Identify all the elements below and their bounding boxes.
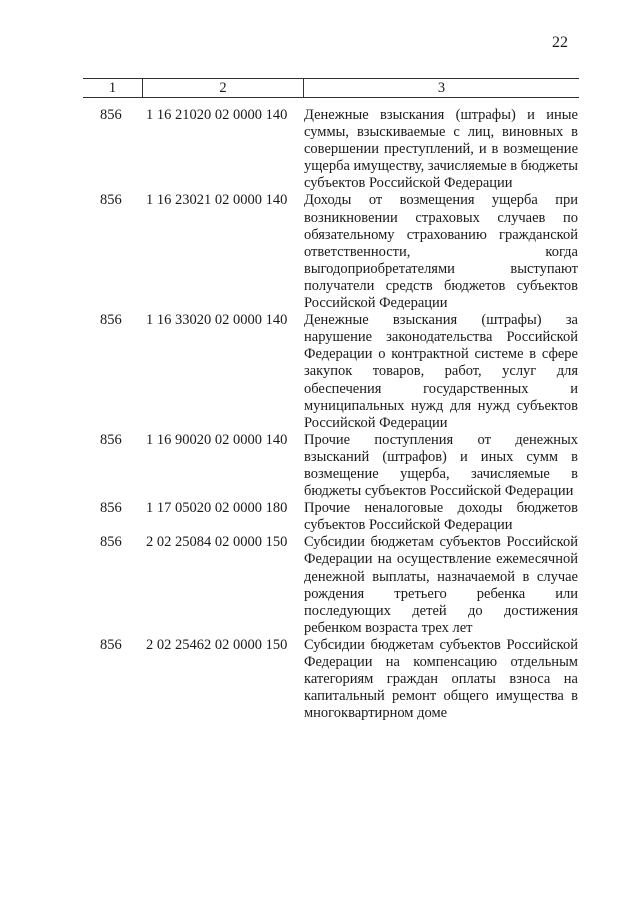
table-row [0, 637, 639, 722]
admin-code: 856 [100, 534, 122, 551]
table-row [0, 192, 639, 312]
page-number: 22 [552, 34, 568, 51]
table-body [0, 107, 639, 722]
revenue-code: 1 17 05020 02 0000 180 [146, 500, 288, 517]
admin-code: 856 [100, 431, 122, 448]
table-header [83, 78, 579, 98]
admin-code: 856 [100, 192, 122, 209]
revenue-description: Денежные взыскания (штрафы) за нарушение законодательства Российской Федерации о контрактной системе в сфере закупок товаров, работ, услуг для обеспечения государственных и муниципальных нужд для нужд субъектов Российской Федерации [304, 312, 578, 431]
table-row [0, 312, 639, 432]
revenue-code: 1 16 90020 02 0000 140 [146, 431, 288, 448]
revenue-description: Прочие неналоговые доходы бюджетов субъектов Российской Федерации [304, 500, 578, 534]
revenue-code: 2 02 25084 02 0000 150 [146, 534, 288, 551]
revenue-description: Прочие поступления от денежных взысканий (штрафов) и иных сумм в возмещение ущерба, зачисляемые в бюджеты субъектов Российской Федерации [304, 431, 578, 500]
header-col-3: 3 [303, 79, 579, 97]
admin-code: 856 [100, 107, 122, 123]
table-row [0, 500, 639, 534]
header-col-2: 2 [142, 79, 303, 97]
admin-code: 856 [100, 500, 122, 517]
revenue-code: 1 16 21020 02 0000 140 [146, 107, 288, 123]
admin-code: 856 [100, 312, 122, 329]
revenue-description: Субсидии бюджетам субъектов Российской Федерации на компенсацию отдельным категориям граждан оплаты взноса на капитальный ремонт общего имущества в многоквартирном доме [304, 636, 578, 722]
table-row [0, 107, 639, 192]
revenue-code: 2 02 25462 02 0000 150 [146, 636, 288, 653]
revenue-code: 1 16 33020 02 0000 140 [146, 312, 288, 329]
revenue-description: Доходы от возмещения ущерба при возникновении страховых случаев по обязательному страхованию гражданской ответственности, когда выгодоприобретателями выступают получатели средств бюджетов субъектов Российской Федерации [304, 192, 578, 312]
revenue-description: Денежные взыскания (штрафы) и иные суммы, взыскиваемые с лиц, виновных в совершении преступлений, и в возмещение ущерба имуществу, зачисляемые в бюджеты субъектов Российской Федерации [304, 107, 578, 192]
admin-code: 856 [100, 636, 122, 653]
header-col-1: 1 [108, 80, 117, 96]
revenue-description: Субсидии бюджетам субъектов Российской Федерации на осуществление ежемесячной денежной выплаты, назначаемой в случае рождения третьего ребенка или последующих детей до достижения ребенком возраста трех лет [304, 534, 578, 636]
revenue-code: 1 16 23021 02 0000 140 [146, 192, 288, 209]
table-row [0, 534, 639, 637]
table-row [0, 432, 639, 500]
